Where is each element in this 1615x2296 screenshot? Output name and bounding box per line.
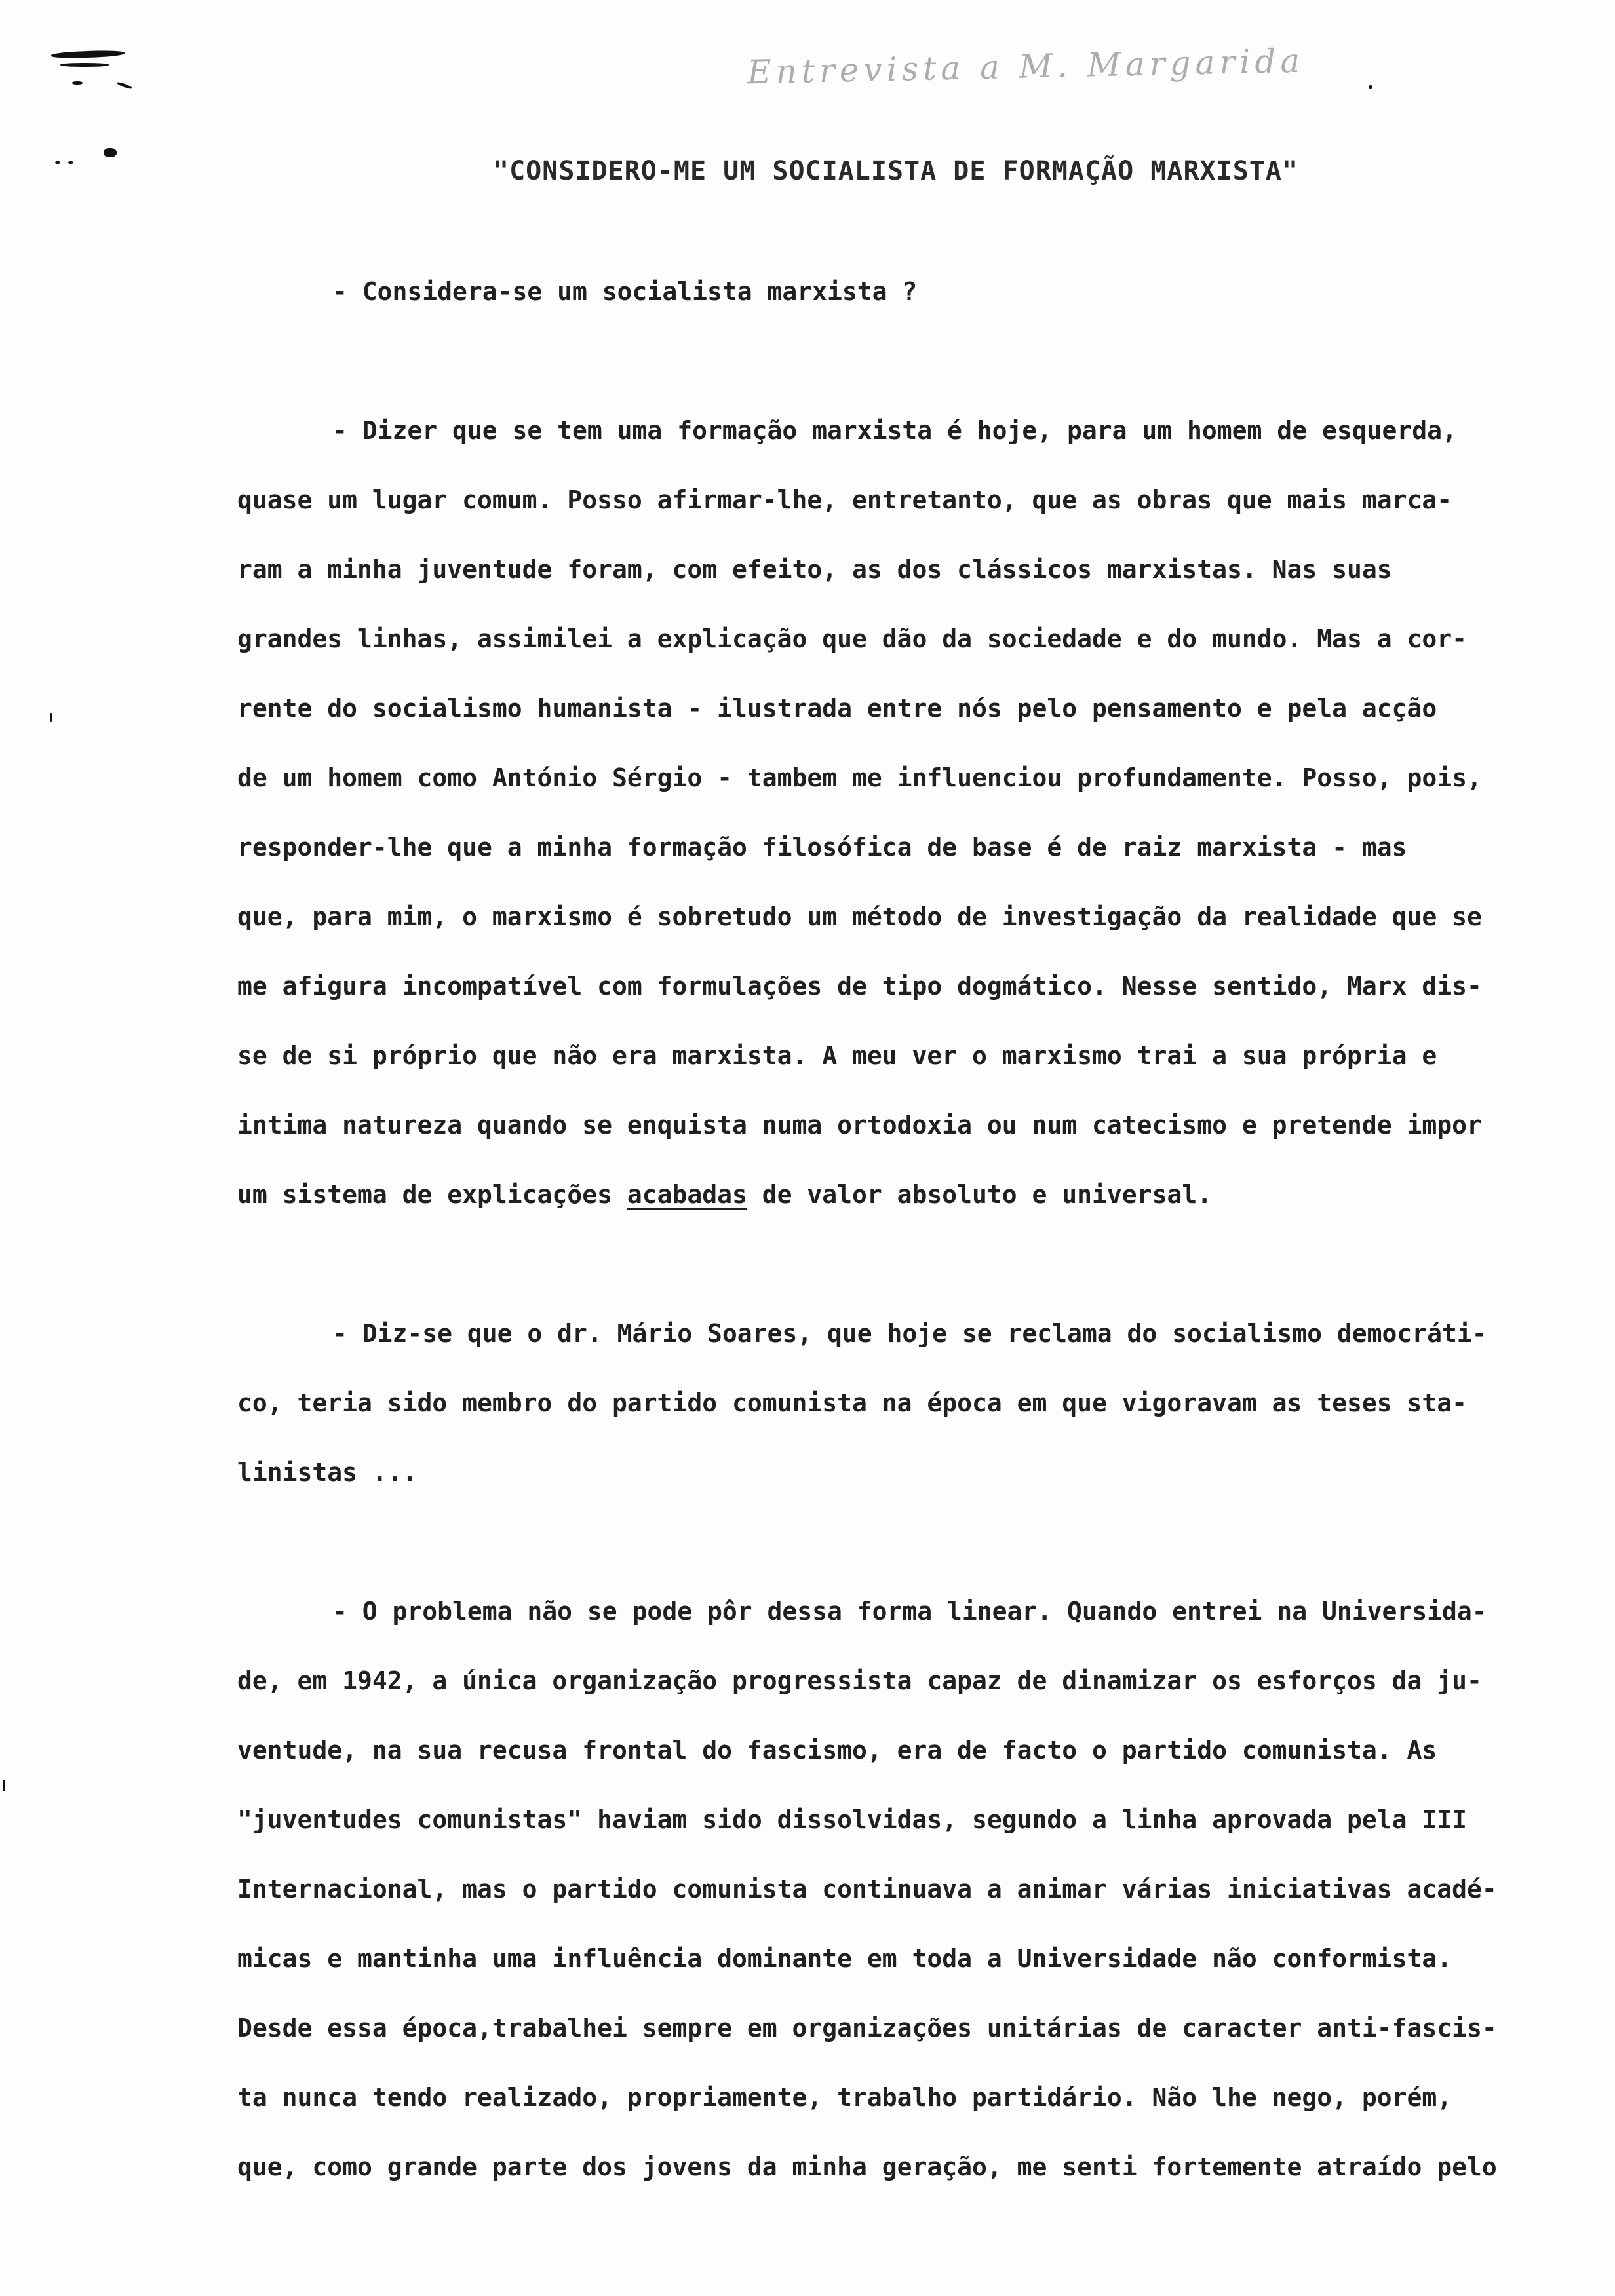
scan-mark bbox=[117, 81, 132, 90]
answer-line: "juventudes comunistas" haviam sido dissolvidas, segundo a linha aprovada pela III bbox=[237, 1805, 1467, 1834]
handwritten-annotation: Entrevista a M. Margarida bbox=[747, 41, 1305, 92]
answer-line: intima natureza quando se enquista numa ortodoxia ou num catecismo e pretende impor bbox=[237, 1111, 1482, 1139]
scan-mark bbox=[3, 1780, 5, 1791]
answer-line: ta nunca tendo realizado, propriamente, trabalho partidário. Não lhe nego, porém, bbox=[237, 2083, 1452, 2112]
answer-line: micas e mantinha uma influência dominante em toda a Universidade não conformista. bbox=[237, 1944, 1452, 1973]
scan-mark bbox=[68, 161, 73, 164]
answer-line: que, para mim, o marxismo é sobretudo um método de investigação da realidade que se bbox=[237, 902, 1482, 931]
answer-line: responder-lhe que a minha formação filosófica de base é de raiz marxista - mas bbox=[237, 833, 1407, 862]
answer-line: me afigura incompatível com formulações de tipo dogmático. Nesse sentido, Marx dis- bbox=[237, 972, 1482, 1001]
answer-line: Desde essa época,trabalhei sempre em organizações unitárias de caracter anti-fascis- bbox=[237, 2014, 1497, 2042]
underlined-word: acabadas bbox=[627, 1180, 747, 1209]
scan-mark bbox=[50, 713, 52, 722]
question-line: linistas ... bbox=[237, 1458, 418, 1487]
answer-line: que, como grande parte dos jovens da minha geração, me senti fortemente atraído pelo bbox=[237, 2152, 1497, 2181]
interview-body bbox=[237, 257, 1542, 2202]
scan-mark bbox=[1369, 85, 1372, 89]
answer-line: - Dizer que se tem uma formação marxista é hoje, para um homem de esquerda, bbox=[332, 416, 1457, 445]
answer-line: Internacional, mas o partido comunista continuava a animar várias iniciativas acadé- bbox=[237, 1875, 1497, 1904]
question-line: - Considera-se um socialista marxista ? bbox=[332, 277, 918, 306]
answer-line: rente do socialismo humanista - ilustrada entre nós pelo pensamento e pela acção bbox=[237, 694, 1437, 723]
scan-mark bbox=[72, 81, 83, 85]
scan-mark bbox=[55, 161, 60, 164]
answer-line: grandes linhas, assimilei a explicação que dão da sociedade e do mundo. Mas a cor- bbox=[237, 624, 1467, 653]
answer-line: - O problema não se pode pôr dessa forma linear. Quando entrei na Universida- bbox=[332, 1597, 1487, 1626]
scan-mark bbox=[60, 63, 109, 67]
question-line: co, teria sido membro do partido comunista na época em que vigoravam as teses sta- bbox=[237, 1388, 1467, 1417]
answer-line: quase um lugar comum. Posso afirmar-lhe, entretanto, que as obras que mais marca- bbox=[237, 486, 1452, 514]
question-line: - Diz-se que o dr. Mário Soares, que hoje se reclama do socialismo democráti- bbox=[332, 1319, 1487, 1348]
answer-line: de, em 1942, a única organização progressista capaz de dinamizar os esforços da ju- bbox=[237, 1666, 1482, 1695]
scan-mark bbox=[51, 50, 125, 59]
answer-line bbox=[237, 1160, 1542, 1229]
document-title: "CONSIDERO-ME UM SOCIALISTA DE FORMAÇÃO MARXISTA" bbox=[493, 156, 1299, 186]
answer-text: de valor absoluto e universal. bbox=[747, 1180, 1213, 1209]
answer-line: ventude, na sua recusa frontal do fascismo, era de facto o partido comunista. As bbox=[237, 1736, 1437, 1765]
scan-mark bbox=[104, 148, 117, 157]
answer-line: ram a minha juventude foram, com efeito, as dos clássicos marxistas. Nas suas bbox=[237, 555, 1392, 584]
answer-line: de um homem como António Sérgio - tambem me influenciou profundamente. Posso, pois, bbox=[237, 763, 1482, 792]
answer-line: se de si próprio que não era marxista. A meu ver o marxismo trai a sua própria e bbox=[237, 1041, 1437, 1070]
answer-text: um sistema de explicações bbox=[237, 1180, 627, 1209]
